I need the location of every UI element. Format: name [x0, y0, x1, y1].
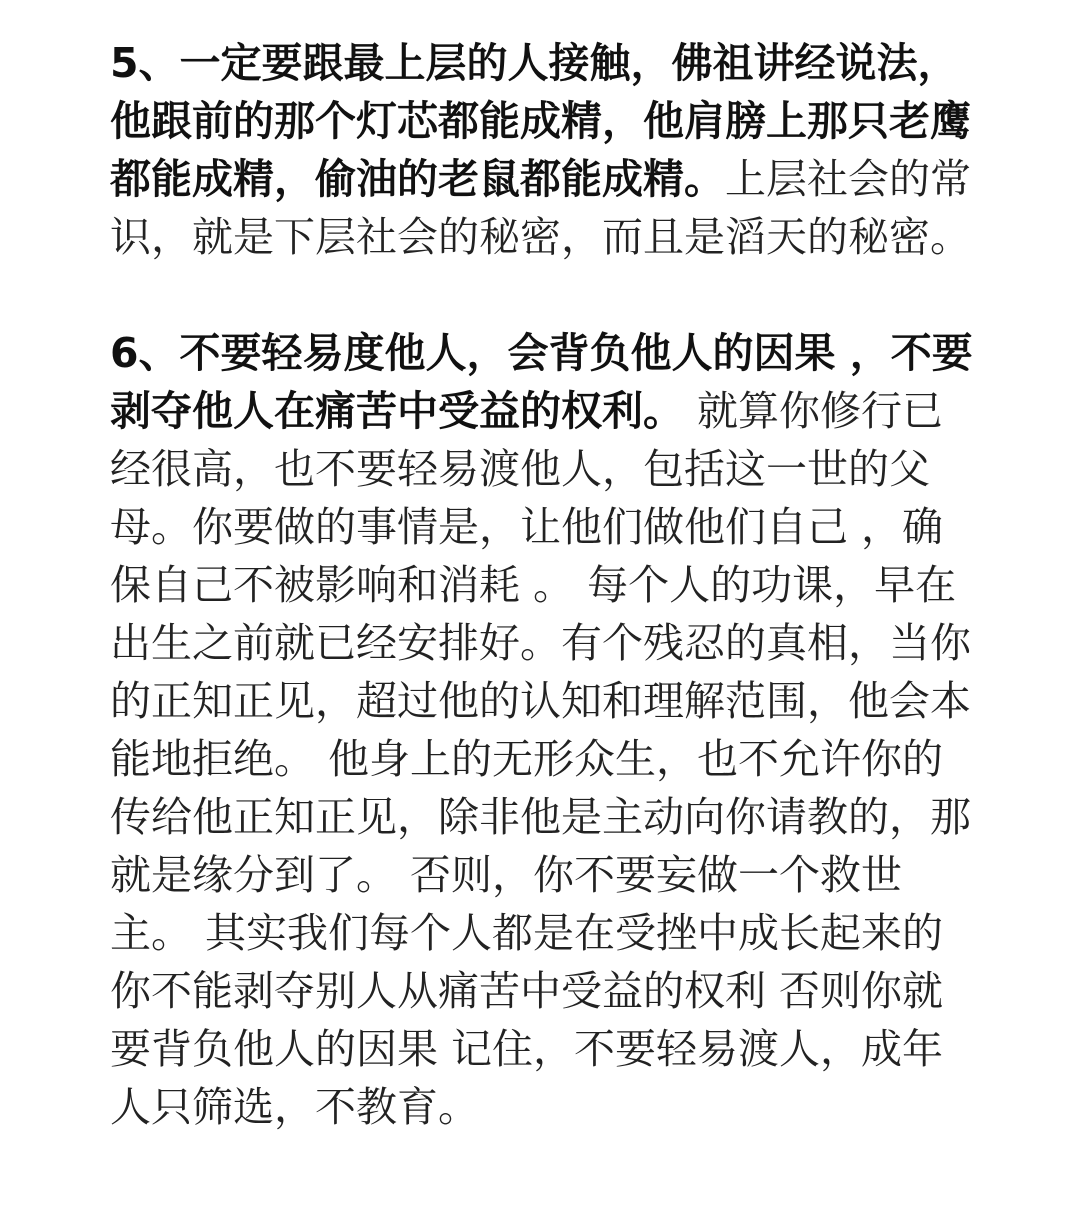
- article-body: [110, 34, 980, 1136]
- paragraph-5-text: 上层社会的常 识，就是下层社会的秘密，而且是滔天的秘密。: [110, 155, 971, 261]
- paragraph-6: [110, 324, 980, 1136]
- paragraph-5: [110, 34, 980, 266]
- paragraph-5-emphasis: 5、一定要跟最上层的人接触，佛祖讲经说法， 他跟前的那个灯芯都能成精，他肩膀上那只老鹰 都能成精，偷油的老鼠都能成精。: [110, 39, 971, 203]
- paragraph-6-text: 就算你修行已 经很高，也不要轻易渡他人，包括这一世的父 母。你要做的事情是，让他们做他们自己 ，确 保自己不被影响和消耗 。 每个人的功课，早在 出生之前就已经安排好。有个残忍的真相，当你 的正知正见，超过他的认知和理解范围，他会本 能地拒绝。 他身上的无形众生，也不允许你的 传给他正知正见，除非他是主动向你请教的，那 就是缘分到了。 否则，你不要妄做一个救世 主。 其实我们每个人都是在受挫中成长起来的 你不能剥夺别人从痛苦中受益的权利 否则你就 要背负他人的因果 记住，不要轻易渡人，成年 人只筛选，不教育。: [110, 387, 971, 1131]
- paragraph-6-emphasis: 6、不要轻易度他人，会背负他人的因果 ，不要 剥夺他人在痛苦中受益的权利。: [110, 329, 973, 435]
